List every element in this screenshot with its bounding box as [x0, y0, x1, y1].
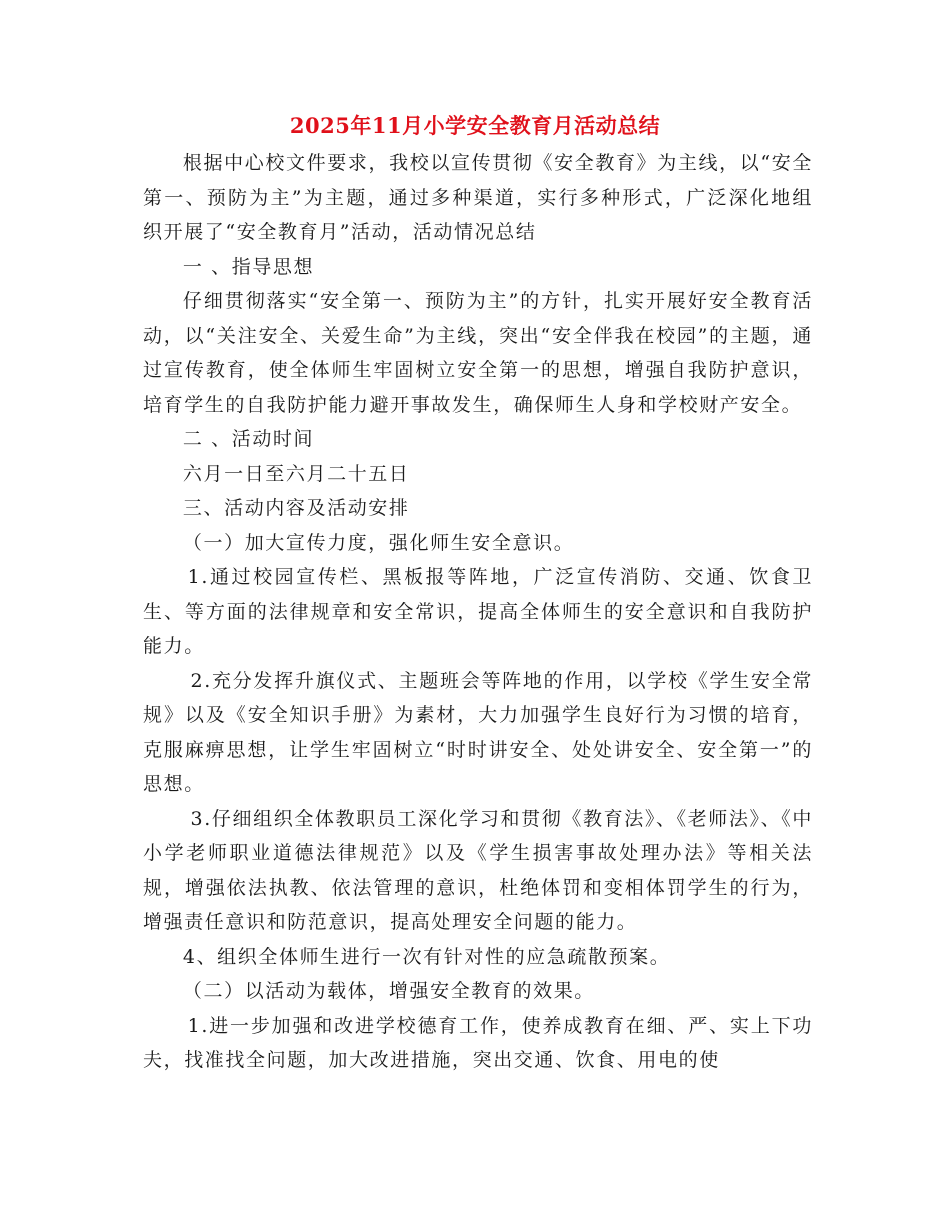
activity-time-paragraph: 六月一日至六月二十五日 [182, 462, 410, 485]
list-item-activities-1: 1.进一步加强和改进学校德育工作，使养成教育在细、严、实上下功夫，找准找全问题，加大改进措施，突出交通、饮食、用电的使 [143, 1014, 813, 1071]
section-heading-activity-content: 三、活动内容及活动安排 [182, 497, 410, 519]
list-item-publicity-1: 1.通过校园宣传栏、黑板报等阵地，广泛宣传消防、交通、饮食卫生、等方面的法律规章和安全常识，提高全体师生的安全意识和自我防护能力。 [143, 566, 813, 657]
list-item-publicity-4: 4、组织全体师生进行一次有针对性的应急疏散预案。 [182, 945, 671, 968]
list-item-publicity-2: 2.充分发挥升旗仪式、主题班会等阵地的作用，以学校《学生安全常规》以及《安全知识手册》为素材，大力加强学生良好行为习惯的培育，克服麻痹思想，让学生牢固树立“时时讲安全、处处讲安全、安全第一”的思想。 [143, 669, 813, 795]
section-heading-activity-time: 二 、活动时间 [182, 428, 315, 450]
guiding-ideology-paragraph: 仔细贯彻落实“安全第一、预防为主”的方针，扎实开展好安全教育活动，以“关注安全、关爱生命”为主线，突出“安全伴我在校园”的主题，通过宣传教育，使全体师生牢固树立安全第一的思想，增强自我防护意识，培育学生的自我防护能力避开事故发生，确保师生人身和学校财产安全。 [143, 290, 813, 416]
section-heading-guiding-ideology: 一 、指导思想 [182, 255, 315, 278]
subsection-heading-publicity: （一）加大宣传力度，强化师生安全意识。 [182, 531, 575, 554]
subsection-heading-activities: （二）以活动为载体，增强安全教育的效果。 [182, 980, 595, 1002]
list-item-publicity-3: 3.仔细组织全体教职员工深化学习和贯彻《教育法》、《老师法》、《中小学老师职业道德法律规范》以及《学生损害事故处理办法》等相关法规，增强依法执教、依法管理的意识，杜绝体罚和变相体罚学生的行为，增强责任意识和防范意识，提高处理安全问题的能力。 [143, 807, 813, 933]
intro-paragraph: 根据中心校文件要求，我校以宣传贯彻《安全教育》为主线，以“安全第一、预防为主”为主题，通过多种渠道，实行多种形式，广泛深化地组织开展了“安全教育月”活动，活动情况总结 [143, 152, 813, 243]
document-title: 2025年11月小学安全教育月活动总结 [289, 113, 661, 138]
document-body [143, 146, 813, 1078]
